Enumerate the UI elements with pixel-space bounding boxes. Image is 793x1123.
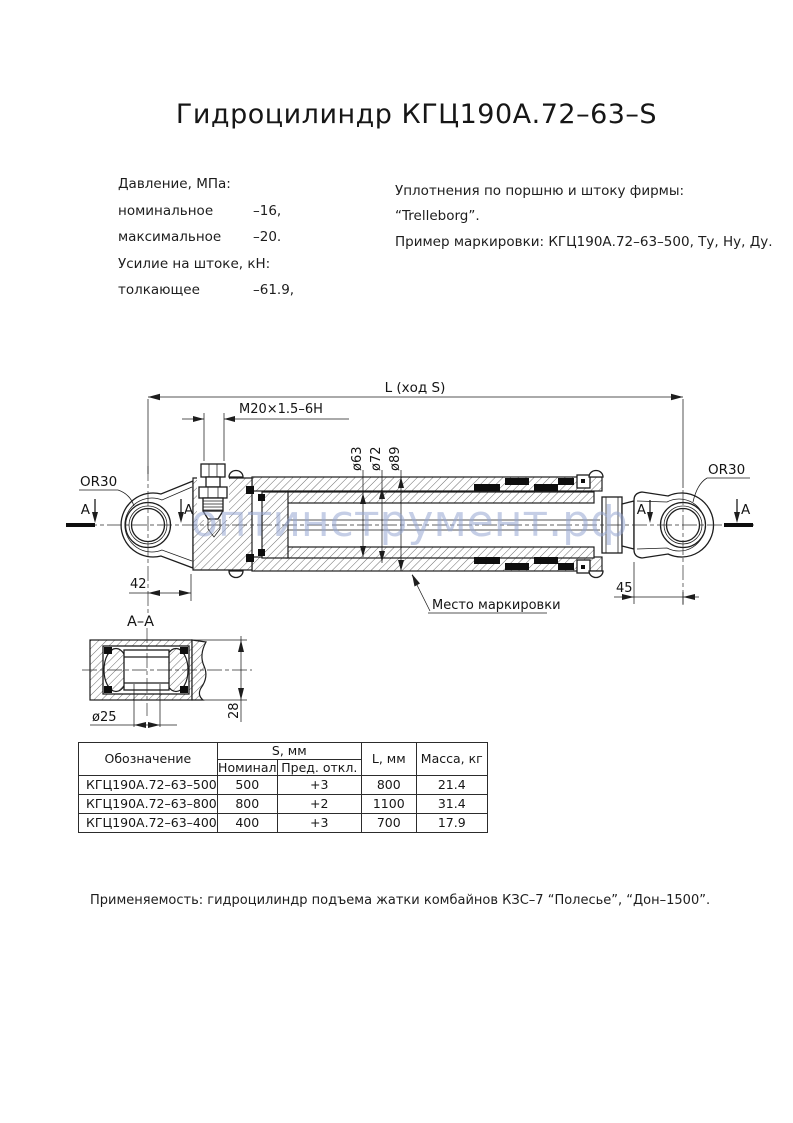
section-view-aa: [82, 614, 252, 728]
application-note: Применяемость: гидроцилиндр подъема жатки комбайнов КЗС–7 “Полесье”, “Дон–1500”.: [90, 893, 711, 908]
dia89-label: ø89: [388, 446, 403, 471]
technical-drawing: [0, 370, 793, 735]
spec-heading: Давление, МПа:: [118, 176, 231, 192]
table-row: [79, 795, 488, 814]
dim45-label: 45: [616, 581, 633, 596]
spec-row-nominal: номинальное –16,: [118, 202, 282, 219]
seal-specs: [395, 183, 773, 259]
col-header-length: L, мм: [361, 743, 416, 776]
cell-deviation: +2: [277, 795, 361, 814]
cell-mass: 17.9: [416, 814, 487, 833]
spec-heading-force: Усилие на штоке, кН:: [118, 255, 271, 272]
col-header-mass: Масса, кг: [416, 743, 487, 776]
dim28-label: 28: [227, 702, 242, 719]
cell-mass: 21.4: [416, 776, 487, 795]
cell-length: 700: [361, 814, 416, 833]
dim-total-label: L (ход S): [384, 380, 446, 396]
cell-designation: КГЦ190А.72–63–500: [79, 776, 218, 795]
section-letter-a2: A: [184, 502, 194, 518]
table-row: [79, 814, 488, 833]
dia63-label: ø63: [350, 446, 365, 471]
cell-mass: 31.4: [416, 795, 487, 814]
seal-line-2: “Trelleborg”.: [395, 208, 480, 225]
section-title: A–A: [127, 614, 155, 630]
pressure-specs: [118, 176, 294, 309]
cell-nominal: 800: [217, 795, 277, 814]
cell-deviation: +3: [277, 814, 361, 833]
cell-length: 1100: [361, 795, 416, 814]
dim42-label: 42: [130, 577, 147, 592]
section-letter-a4: A: [741, 502, 751, 518]
size-table: [78, 742, 488, 833]
col-header-deviation: Пред. откл.: [277, 760, 361, 776]
spec-row-max: максимальное –20.: [118, 229, 282, 245]
thread-label: M20×1.5–6H: [239, 402, 323, 417]
seal-line-1: Уплотнения по поршню и штоку фирмы:: [395, 183, 685, 199]
col-header-s: S, мм: [217, 743, 361, 760]
spec-row-push: толкающее –61.9,: [118, 282, 295, 298]
marking-label: Место маркировки: [432, 598, 561, 613]
dimension-thread: [182, 402, 349, 461]
col-header-designation: Обозначение: [79, 743, 218, 776]
table-row: [79, 776, 488, 795]
cell-designation: КГЦ190А.72–63–800: [79, 795, 218, 814]
dia72-label: ø72: [369, 446, 384, 471]
dimension-45: [614, 562, 699, 604]
col-header-nominal: Номинал: [218, 759, 277, 775]
cell-designation: КГЦ190А.72–63–400: [79, 814, 218, 833]
seal-line-3: Пример маркировки: КГЦ190А.72–63–500, Ту, Ну, Ду.: [395, 233, 773, 250]
section-letter-a3: A: [636, 502, 646, 518]
dia25-label: ø25: [92, 710, 117, 725]
left-eye: [121, 481, 193, 568]
cell-length: 800: [361, 776, 416, 795]
marking-callout: [412, 574, 561, 613]
page-title: Гидроцилиндр КГЦ190А.72–63–S: [175, 99, 658, 130]
cell-deviation: +3: [277, 776, 361, 795]
dimension-42: [129, 574, 191, 601]
or30-right-label: OR30: [708, 462, 746, 478]
cell-nominal: 400: [217, 814, 277, 833]
or30-callout-right: [693, 462, 750, 502]
section-letter-a1: A: [80, 502, 90, 518]
cell-nominal: 500: [217, 776, 277, 795]
or30-left-label: OR30: [80, 474, 118, 490]
watermark: оптинструмент.рф: [191, 496, 628, 547]
